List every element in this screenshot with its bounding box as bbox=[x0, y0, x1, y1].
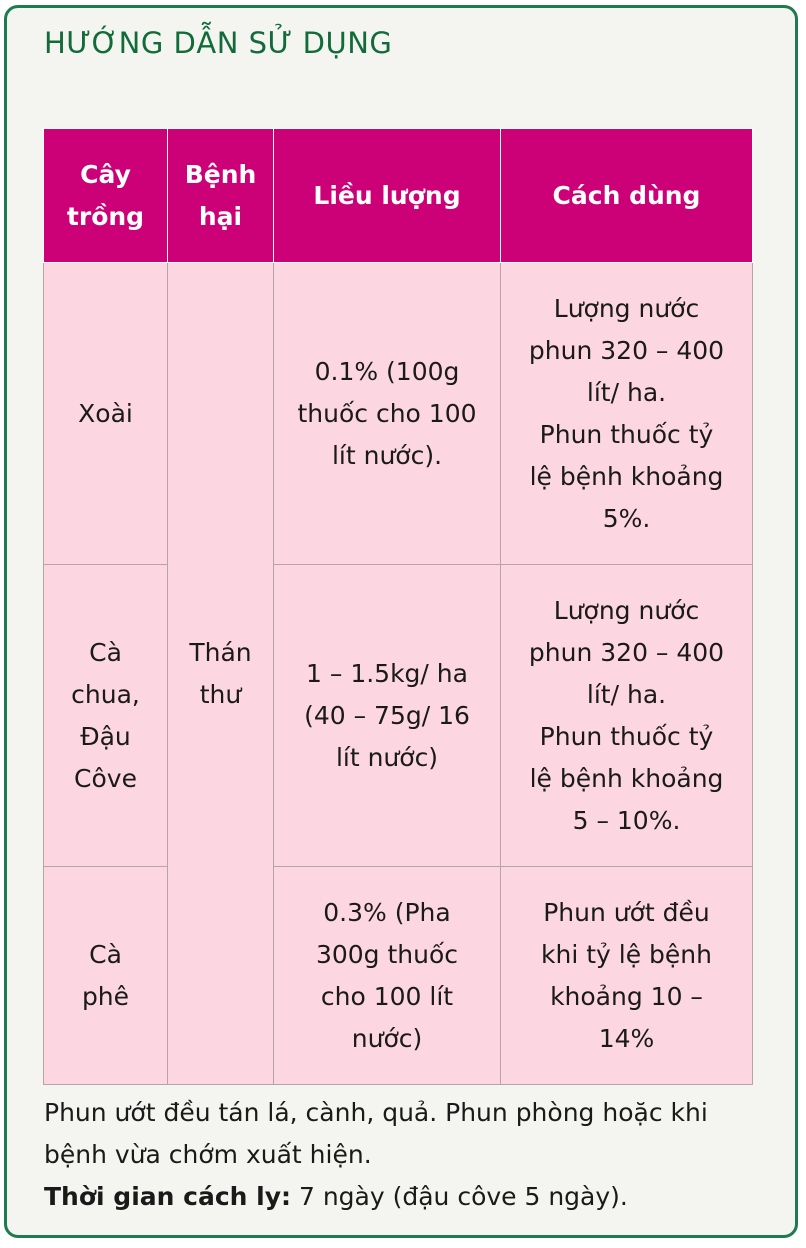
notes-line: bệnh vừa chớm xuất hiện. bbox=[44, 1140, 372, 1169]
cell-usage: Lượng nước phun 320 – 400 lít/ ha. Phun thuốc tỷ lệ bệnh khoảng 5%. bbox=[501, 263, 753, 565]
header-dosage: Liều lượng bbox=[274, 129, 501, 263]
cell-dosage: 0.1% (100g thuốc cho 100 lít nước). bbox=[274, 263, 501, 565]
usage-table bbox=[43, 128, 753, 1085]
cell-disease: Thán thư bbox=[168, 263, 274, 1085]
cell-dosage: 0.3% (Pha 300g thuốc cho 100 lít nước) bbox=[274, 867, 501, 1085]
usage-notes bbox=[44, 1092, 764, 1218]
header-usage: Cách dùng bbox=[501, 129, 753, 263]
cell-usage: Phun ướt đều khi tỷ lệ bệnh khoảng 10 – 14% bbox=[501, 867, 753, 1085]
header-disease: Bệnh hại bbox=[168, 129, 274, 263]
table-row bbox=[44, 565, 753, 867]
cell-crop: Xoài bbox=[44, 263, 168, 565]
table-row bbox=[44, 867, 753, 1085]
header-crop: Cây trồng bbox=[44, 129, 168, 263]
cell-usage: Lượng nước phun 320 – 400 lít/ ha. Phun thuốc tỷ lệ bệnh khoảng 5 – 10%. bbox=[501, 565, 753, 867]
table-row bbox=[44, 263, 753, 565]
quarantine-value: 7 ngày (đậu côve 5 ngày). bbox=[291, 1182, 628, 1211]
quarantine-label: Thời gian cách ly: bbox=[44, 1182, 292, 1211]
cell-dosage: 1 – 1.5kg/ ha (40 – 75g/ 16 lít nước) bbox=[274, 565, 501, 867]
notes-line: Phun ướt đều tán lá, cành, quả. Phun phòng hoặc khi bbox=[44, 1098, 708, 1127]
section-title: HƯỚNG DẪN SỬ DỤNG bbox=[44, 26, 393, 60]
cell-crop: Cà chua, Đậu Côve bbox=[44, 565, 168, 867]
quarantine-line bbox=[44, 1176, 764, 1218]
cell-crop: Cà phê bbox=[44, 867, 168, 1085]
table-header-row bbox=[44, 129, 753, 263]
